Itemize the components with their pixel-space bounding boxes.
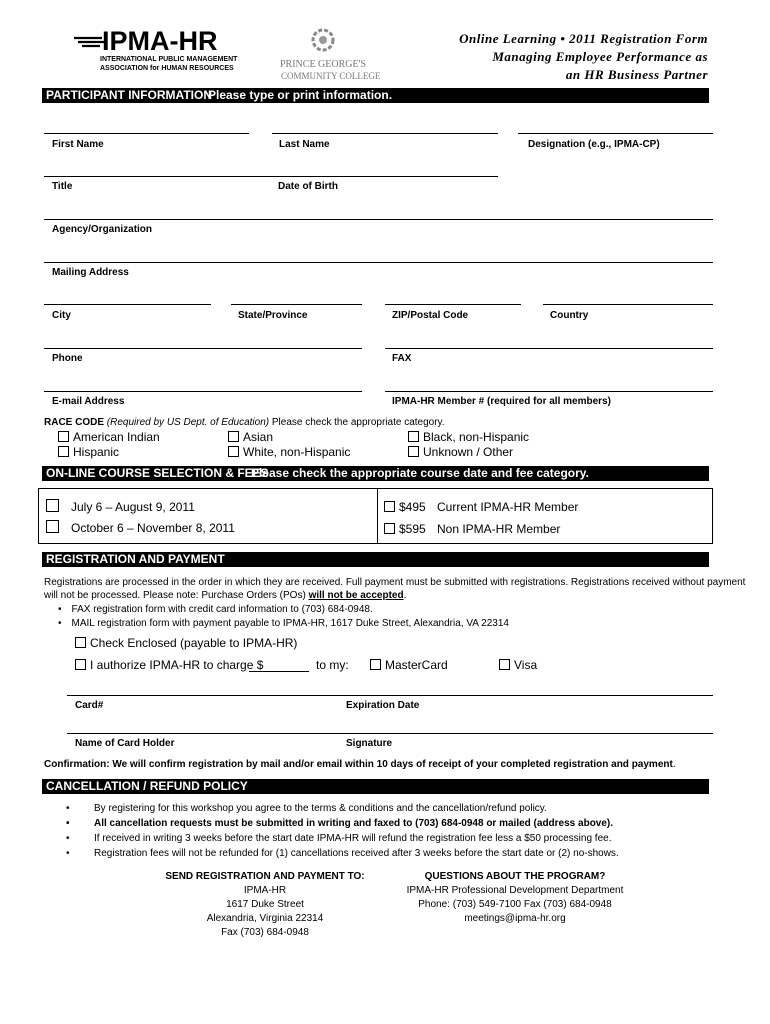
- fax-label: FAX: [392, 353, 412, 364]
- logo-text: IPMA-HR: [102, 26, 218, 56]
- country-line[interactable]: [543, 304, 713, 305]
- contact-email-link[interactable]: meetings@ipma-hr.org: [464, 913, 566, 924]
- member-label: IPMA-HR Member # (required for all members): [392, 396, 611, 407]
- zip-label: ZIP/Postal Code: [392, 310, 469, 321]
- form-title-2: Managing Employee Performance as: [492, 49, 708, 64]
- dob-label: Date of Birth: [278, 181, 338, 192]
- college-emblem-icon: [308, 26, 338, 54]
- college-name-2: COMMUNITY COLLEGE: [281, 71, 381, 81]
- checkbox-icon[interactable]: [75, 659, 86, 670]
- race-code-instruction: Please check the appropriate category.: [271, 417, 445, 428]
- course-box-divider: [377, 489, 378, 543]
- member-line[interactable]: [385, 391, 713, 392]
- cancellation-section-bar: [42, 779, 709, 794]
- to-my-label: to my:: [316, 658, 349, 672]
- questions-block: [395, 870, 635, 926]
- race-code-note: (Required by US Dept. of Education): [106, 417, 270, 428]
- phone-label: Phone: [52, 353, 83, 364]
- registration-section-bar: [42, 552, 709, 567]
- cancellation-item: • Registration fees will not be refunded for (1) cancellations received after 3 weeks before the start date or (2) no-shows.: [66, 848, 619, 859]
- race-option-hispanic[interactable]: Hispanic: [58, 445, 119, 459]
- designation-line[interactable]: [518, 133, 713, 134]
- race-code-label: RACE CODE: [44, 417, 105, 428]
- logo-subtitle-2: ASSOCIATION for HUMAN RESOURCES: [100, 65, 234, 72]
- expiration-label: Expiration Date: [346, 700, 420, 711]
- checkbox-icon[interactable]: [408, 446, 419, 457]
- first-name-label: First Name: [52, 139, 104, 150]
- race-option-unknown[interactable]: Unknown / Other: [408, 445, 513, 459]
- confirmation-note: Confirmation: We will confirm registration by mail and/or email within 10 days of receipt of your completed registration and payment.: [44, 759, 676, 770]
- agency-label: Agency/Organization: [52, 224, 153, 235]
- first-name-line[interactable]: [44, 133, 249, 134]
- authorize-charge-option[interactable]: I authorize IPMA-HR to charge $: [75, 658, 263, 672]
- card-holder-line[interactable]: [67, 733, 713, 734]
- college-name-1: PRINCE GEORGE'S: [280, 59, 366, 70]
- course-section-title: ON-LINE COURSE SELECTION & FEES: [46, 466, 269, 480]
- race-option-black[interactable]: Black, non-Hispanic: [408, 430, 529, 444]
- checkbox-icon[interactable]: [499, 659, 510, 670]
- mail-bullet: • MAIL registration form with payment payable to IPMA-HR, 1617 Duke Street, Alexandria, VA 22314: [58, 618, 509, 629]
- last-name-label: Last Name: [279, 139, 330, 150]
- country-label: Country: [550, 310, 589, 321]
- participant-section-bar: [42, 88, 709, 103]
- cancellation-item: • All cancellation requests must be submitted in writing and faxed to (703) 684-0948 or mailed (address above).: [66, 818, 614, 829]
- signature-label: Signature: [346, 738, 393, 749]
- send-registration-block: [150, 870, 380, 940]
- visa-option[interactable]: Visa: [499, 658, 537, 672]
- title-label: Title: [52, 181, 73, 192]
- zip-line[interactable]: [385, 304, 521, 305]
- participant-section-title: PARTICIPANT INFORMATION: [46, 88, 212, 102]
- questions-title: QUESTIONS ABOUT THE PROGRAM?: [424, 871, 606, 882]
- questions-line: IPMA-HR Professional Development Department: [406, 885, 624, 896]
- course-date-october[interactable]: October 6 – November 8, 2011: [46, 520, 235, 535]
- college-logo: [278, 26, 381, 86]
- state-label: State/Province: [238, 310, 308, 321]
- checkbox-icon[interactable]: [228, 431, 239, 442]
- send-registration-title: SEND REGISTRATION AND PAYMENT TO:: [165, 871, 365, 882]
- send-line: Fax (703) 684-0948: [221, 927, 309, 938]
- questions-line: Phone: (703) 549-7100 Fax (703) 684-0948: [418, 899, 612, 910]
- send-line: 1617 Duke Street: [226, 899, 304, 910]
- checkbox-icon[interactable]: [46, 520, 59, 533]
- phone-line[interactable]: [44, 348, 362, 349]
- participant-section-note: Please type or print information.: [208, 88, 393, 102]
- checkbox-icon[interactable]: [58, 431, 69, 442]
- checkbox-icon[interactable]: [228, 446, 239, 457]
- cancellation-item: • If received in writing 3 weeks before the start date IPMA-HR will refund the registration fee less a $50 processing fee.: [66, 833, 612, 844]
- registration-section-title: REGISTRATION AND PAYMENT: [46, 552, 225, 566]
- check-enclosed-option[interactable]: Check Enclosed (payable to IPMA-HR): [75, 636, 297, 650]
- card-line[interactable]: [67, 695, 713, 696]
- race-option-white[interactable]: White, non-Hispanic: [228, 445, 350, 459]
- course-section-note: Please check the appropriate course date and fee category.: [251, 466, 589, 480]
- race-option-asian[interactable]: Asian: [228, 430, 273, 444]
- send-line: IPMA-HR: [243, 885, 287, 896]
- mailing-label: Mailing Address: [52, 267, 129, 278]
- card-holder-label: Name of Card Holder: [75, 738, 175, 749]
- mastercard-option[interactable]: MasterCard: [370, 658, 448, 672]
- fax-bullet: • FAX registration form with credit card information to (703) 684-0948.: [58, 604, 373, 615]
- form-title-3: an HR Business Partner: [565, 67, 708, 82]
- logo-subtitle-1: INTERNATIONAL PUBLIC MANAGEMENT: [100, 56, 238, 63]
- race-code-line: [44, 417, 445, 428]
- checkbox-icon[interactable]: [58, 446, 69, 457]
- checkbox-icon[interactable]: [384, 501, 395, 512]
- checkbox-icon[interactable]: [370, 659, 381, 670]
- cancellation-section-title: CANCELLATION / REFUND POLICY: [46, 779, 248, 793]
- fee-option-595[interactable]: $595 Non IPMA-HR Member: [384, 522, 426, 536]
- course-section-bar: [42, 466, 709, 481]
- fax-line[interactable]: [385, 348, 713, 349]
- send-line: Alexandria, Virginia 22314: [206, 913, 324, 924]
- city-line[interactable]: [44, 304, 211, 305]
- designation-label: Designation (e.g., IPMA-CP): [528, 139, 660, 150]
- state-line[interactable]: [231, 304, 362, 305]
- mailing-line[interactable]: [44, 262, 713, 263]
- registration-para-line1: Registrations are processed in the order in which they are received. Full payment must be submitted with registrations. Registrations received without payment: [44, 577, 746, 588]
- course-selection-box: [38, 488, 713, 544]
- card-label: Card#: [75, 700, 104, 711]
- charge-amount-line[interactable]: [249, 671, 309, 672]
- registration-para-line2: will not be processed. Please note: Purchase Orders (POs) will not be accepted.: [44, 590, 407, 601]
- race-option-american-indian[interactable]: American Indian: [58, 430, 160, 444]
- fee-option-495[interactable]: $495 Current IPMA-HR Member: [384, 500, 426, 514]
- ipma-hr-logo: [72, 26, 252, 90]
- po-not-accepted: will not be accepted: [308, 590, 404, 601]
- email-label: E-mail Address: [52, 396, 125, 407]
- cancellation-item: • By registering for this workshop you agree to the terms & conditions and the cancellation/refund policy.: [66, 803, 547, 814]
- agency-line[interactable]: [44, 219, 713, 220]
- city-label: City: [52, 310, 71, 321]
- last-name-line[interactable]: [272, 133, 498, 134]
- checkbox-icon[interactable]: [384, 523, 395, 534]
- title-line[interactable]: [44, 176, 498, 177]
- form-title-1: Online Learning • 2011 Registration Form: [459, 31, 708, 46]
- checkbox-icon[interactable]: [408, 431, 419, 442]
- checkbox-icon[interactable]: [75, 637, 86, 648]
- checkbox-icon[interactable]: [46, 499, 59, 512]
- course-date-july[interactable]: July 6 – August 9, 2011: [46, 499, 195, 514]
- logo-swoosh-icon: [72, 32, 106, 52]
- email-line[interactable]: [44, 391, 362, 392]
